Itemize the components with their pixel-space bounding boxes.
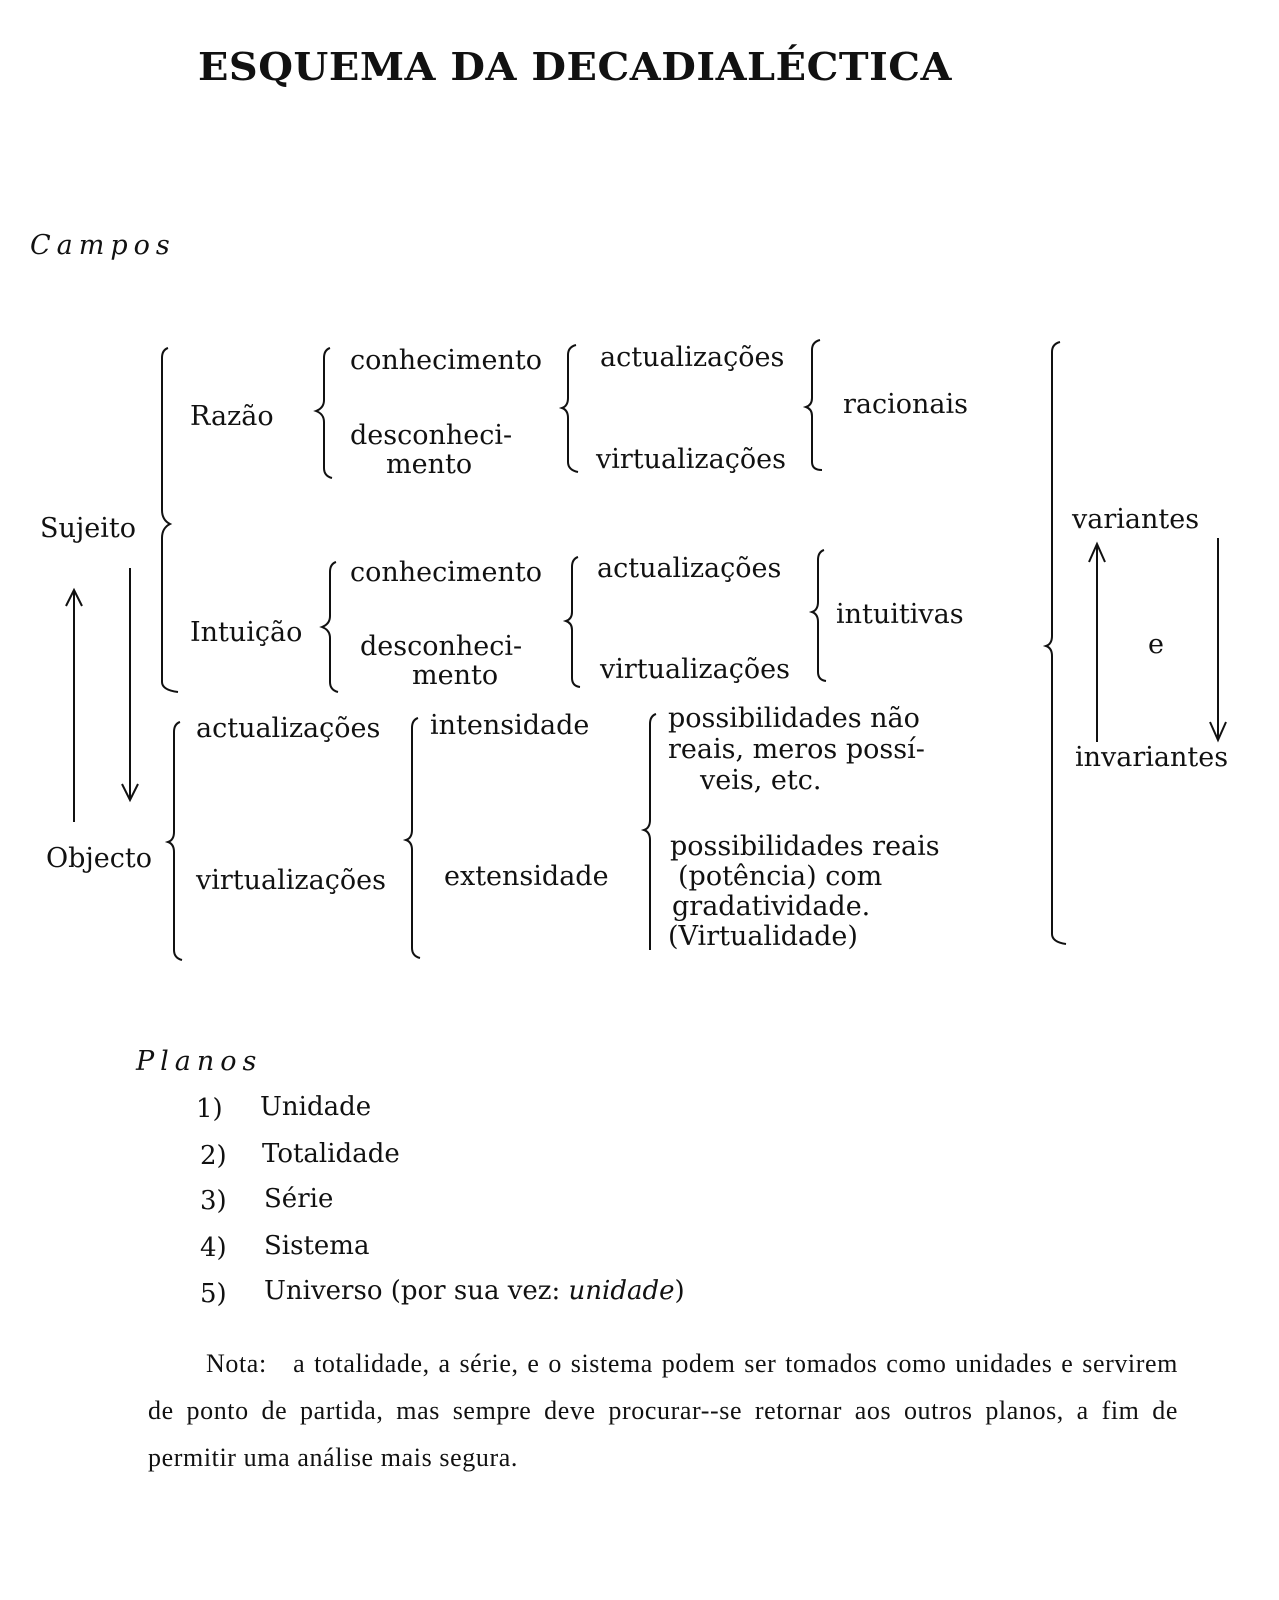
possibilidades-nao-reais-line3: veis, etc. [700, 765, 822, 796]
intensidade-bracket [406, 718, 420, 958]
possibilidades-reais-line1: possibilidades reais [670, 831, 940, 862]
plano-item-close: ) [674, 1276, 685, 1306]
objecto-bracket [168, 722, 182, 960]
nota-label: Nota: [206, 1349, 267, 1378]
nota-text: a totalidade, a série, e o sistema podem ser tomados como unidades e servirem de ponto de partida, mas sempre deve procurar--se retornar aos outros planos, a fim de permitir uma análise mais segura. [148, 1349, 1178, 1472]
plano-item [264, 1276, 685, 1306]
plano-number: 5) [200, 1279, 227, 1309]
razao-brace [316, 348, 332, 478]
intuicao-label: Intuição [190, 617, 303, 648]
campos-heading: Campos [30, 230, 176, 261]
plano-number: 2) [200, 1141, 227, 1171]
intuicao-conhecimento: conhecimento [350, 557, 542, 588]
plano-item-text: Universo (por sua vez: [264, 1276, 569, 1306]
invariantes-label: invariantes [1075, 742, 1229, 773]
intuicao-virtualizacoes: virtualizações [600, 654, 790, 685]
e-label: e [1148, 629, 1164, 660]
extensidade-label: extensidade [444, 861, 609, 892]
intensidade-label: intensidade [430, 710, 590, 741]
razao-actual-brace [562, 345, 578, 472]
down-arrow-left [122, 568, 138, 800]
intuicao-desconhecimento-line2: mento [412, 660, 499, 691]
up-arrow-right [1089, 544, 1105, 742]
page-title: ESQUEMA DA DECADIALÉCTICA [198, 44, 953, 89]
plano-number: 1) [196, 1094, 223, 1124]
nota-paragraph [148, 1340, 1178, 1481]
intuicao-actual-brace [566, 557, 580, 687]
razao-conhecimento: conhecimento [350, 345, 542, 376]
possibilidades-reais-line4: (Virtualidade) [668, 921, 858, 952]
sujeito-label: Sujeito [40, 513, 136, 544]
possibilidades-reais-line3: gradatividade. [672, 891, 871, 922]
racionais-brace [806, 340, 822, 470]
up-arrow-left [66, 590, 82, 822]
plano-number: 3) [200, 1186, 227, 1216]
razao-desconhecimento-line1: desconheci- [350, 420, 513, 451]
possibilidades-bracket [644, 714, 656, 950]
plano-item-italic: unidade [568, 1276, 675, 1306]
down-arrow-right [1210, 538, 1226, 740]
objecto-virtualizacoes: virtualizações [196, 865, 386, 896]
intuicao-actualizacoes: actualizações [597, 553, 782, 584]
intuitivas-brace [812, 550, 826, 681]
razao-actualizacoes: actualizações [600, 342, 785, 373]
right-bracket [1046, 342, 1066, 944]
objecto-label: Objecto [46, 843, 152, 874]
possibilidades-reais-line2: (potência) com [678, 861, 883, 892]
plano-item: Sistema [264, 1231, 370, 1261]
planos-heading: Planos [136, 1046, 263, 1077]
razao-virtualizacoes: virtualizações [596, 444, 786, 475]
intuicao-brace [322, 562, 338, 692]
plano-item: Unidade [260, 1092, 372, 1122]
plano-number: 4) [200, 1233, 227, 1263]
possibilidades-nao-reais-line1: possibilidades não [668, 703, 920, 734]
sujeito-bracket [162, 348, 178, 692]
racionais-label: racionais [843, 389, 968, 420]
plano-item: Totalidade [262, 1139, 400, 1169]
razao-label: Razão [190, 401, 274, 432]
razao-desconhecimento-line2: mento [386, 449, 473, 480]
plano-item: Série [264, 1184, 334, 1214]
intuitivas-label: intuitivas [836, 599, 964, 630]
objecto-actualizacoes: actualizações [196, 713, 381, 744]
variantes-label: variantes [1072, 504, 1200, 535]
intuicao-desconhecimento-line1: desconheci- [360, 631, 523, 662]
possibilidades-nao-reais-line2: reais, meros possí- [668, 734, 925, 765]
